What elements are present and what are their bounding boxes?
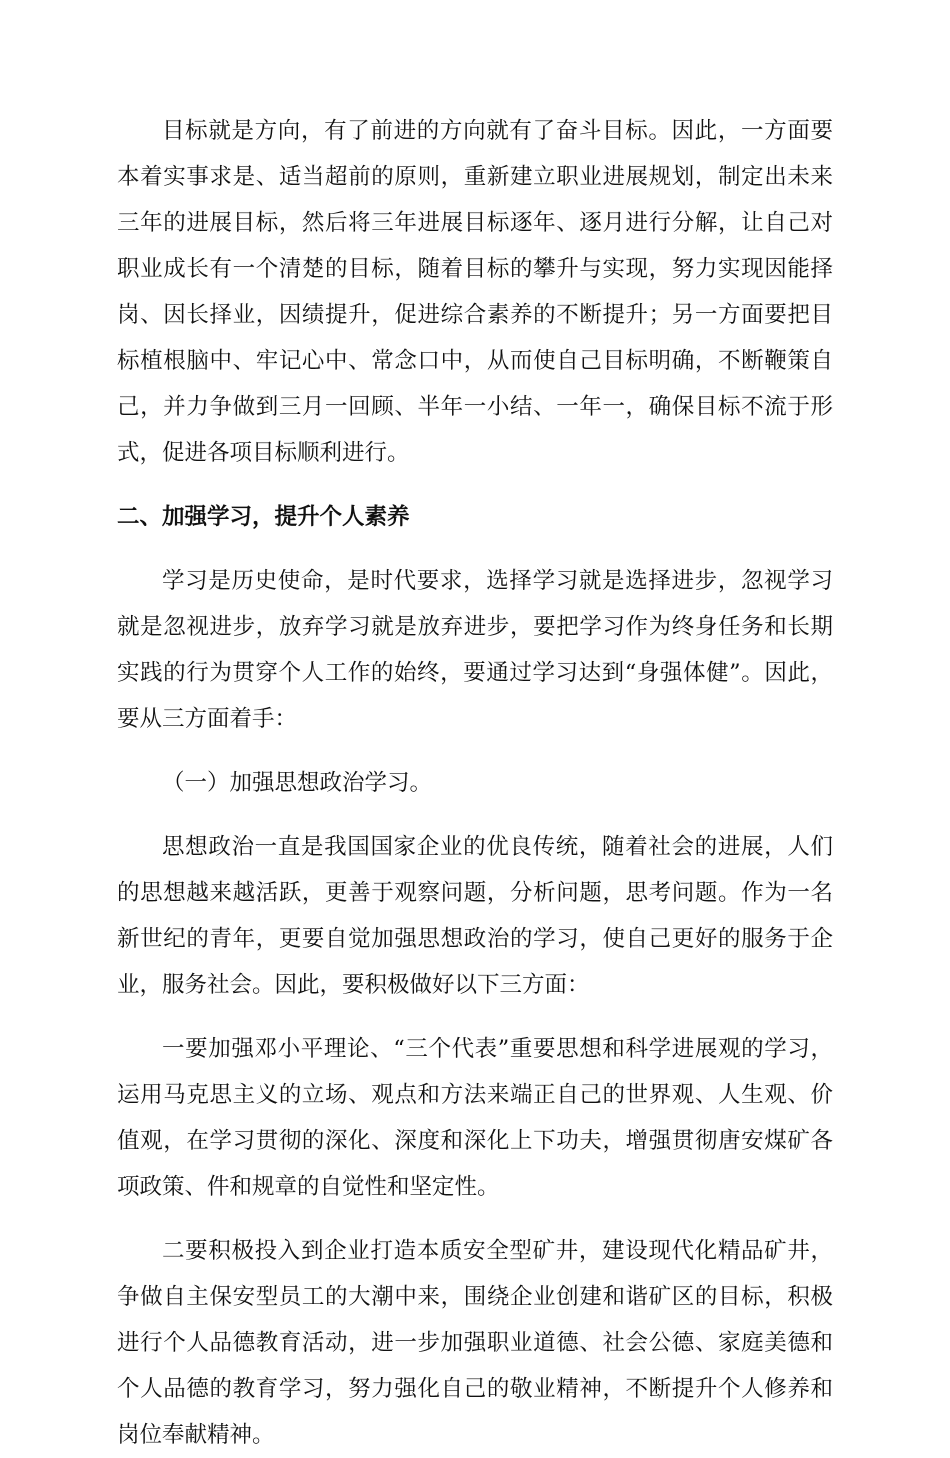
paragraph-political-thought: 思想政治一直是我国国家企业的优良传统，随着社会的进展，人们的思想越来越活跃，更善于观察问题，分析问题，思考问题。作为一名新世纪的青年，更要自觉加强思想政治的学习，使自己更好的服务于企业，服务社会。因此，要积极做好以下三方面： [117,834,833,998]
document-body [117,108,833,1458]
paragraph-point-one: 一要加强邓小平理论、“三个代表”重要思想和科学进展观的学习，运用马克思主义的立场、观点和方法来端正自己的世界观、人生观、价值观，在学习贯彻的深化、深度和深化上下功夫，增强贯彻唐安煤矿各项政策、件和规章的自觉性和坚定性。 [117,1036,833,1200]
paragraph-goals: 目标就是方向，有了前进的方向就有了奋斗目标。因此，一方面要本着实事求是、适当超前的原则，重新建立职业进展规划，制定出未来三年的进展目标，然后将三年进展目标逐年、逐月进行分解，让自己对职业成长有一个清楚的目标，随着目标的攀升与实现，努力实现因能择岗、因长择业，因绩提升，促进综合素养的不断提升；另一方面要把目标植根脑中、牢记心中、常念口中，从而使自己目标明确，不断鞭策自己，并力争做到三月一回顾、半年一小结、一年一，确保目标不流于形式，促进各项目标顺利进行。 [117,118,833,466]
paragraph-study-intro: 学习是历史使命，是时代要求，选择学习就是选择进步，忽视学习就是忽视进步，放弃学习就是放弃进步，要把学习作为终身任务和长期实践的行为贯穿个人工作的始终，要通过学习达到“身强体健”。因此，要从三方面着手： [117,568,833,732]
section-heading-study: 二、加强学习，提升个人素养 [117,504,410,530]
subheading-political-study: （一）加强思想政治学习。 [162,770,433,796]
paragraph-point-two: 二要积极投入到企业打造本质安全型矿井，建设现代化精品矿井，争做自主保安型员工的大潮中来，围绕企业创建和谐矿区的目标，积极进行个人品德教育活动，进一步加强职业道德、社会公德、家庭美德和个人品德的教育学习，努力强化自己的敬业精神，不断提升个人修养和岗位奉献精神。 [117,1238,833,1448]
